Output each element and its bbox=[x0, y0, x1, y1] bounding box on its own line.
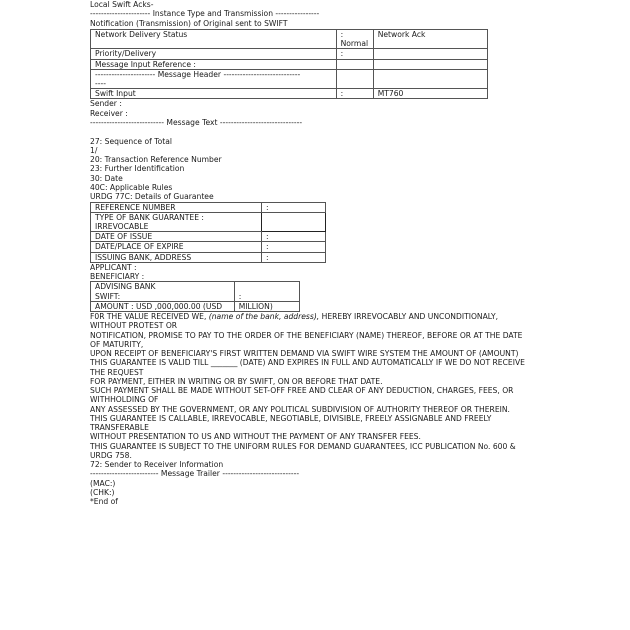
table-row bbox=[91, 212, 326, 231]
network-ack: Network Ack bbox=[373, 29, 487, 48]
advising-bank-table bbox=[90, 281, 300, 312]
mac-field: (MAC:) bbox=[90, 478, 116, 488]
swift-input-value: MT760 bbox=[373, 89, 487, 99]
table-row bbox=[91, 29, 488, 48]
input-reference-colon bbox=[336, 59, 373, 69]
date-issue-label: DATE OF ISSUE bbox=[91, 232, 262, 242]
body-paragraph: THIS GUARANTEE IS SUBJECT TO THE UNIFORM RULES FOR DEMAND GUARANTEES, ICC PUBLICATION No. 600 & URDG 758. bbox=[90, 441, 516, 460]
priority-label: Priority/Delivery bbox=[91, 49, 337, 59]
table-row bbox=[91, 69, 488, 88]
reference-number-label: REFERENCE NUMBER bbox=[91, 202, 262, 212]
table-row bbox=[91, 242, 326, 252]
date-expire-label: DATE/PLACE OF EXPIRE bbox=[91, 242, 262, 252]
message-trailer-line: ------------------------- Message Trailer ---------------------------- bbox=[90, 469, 300, 479]
field-27: 27: Sequence of Total bbox=[90, 136, 172, 146]
field-72: 72: Sender to Receiver Information bbox=[90, 460, 224, 469]
instance-line: ---------------------- Instance Type and Transmission ---------------- bbox=[90, 9, 320, 19]
sender-label: Sender : bbox=[90, 99, 122, 109]
priority-value bbox=[373, 49, 487, 59]
header-title: Local Swift Acks- bbox=[90, 0, 154, 9]
network-status-table bbox=[90, 29, 488, 99]
message-header-line: ---------------------- Message Header ---------------------------- ---- bbox=[91, 69, 337, 88]
message-header-value bbox=[373, 69, 487, 88]
applicant-label: APPLICANT : bbox=[90, 262, 137, 272]
receiver-label: Receiver : bbox=[90, 108, 128, 118]
table-row bbox=[91, 252, 326, 262]
end-marker: *End of bbox=[90, 497, 118, 507]
date-issue-value: : bbox=[262, 232, 326, 242]
body-paragraph: THIS GUARANTEE IS CALLABLE, IRREVOCABLE, NEGOTIABLE, DIVISIBLE, FREELY ASSIGNABLE AND FREELY TRANSFERABLE bbox=[90, 413, 492, 432]
body-paragraph: UPON RECEIPT OF BENEFICIARY'S FIRST WRITTEN DEMAND VIA SWIFT WIRE SYSTEM THE AMOUNT OF (AMOUNT) bbox=[90, 349, 519, 358]
guarantee-details-table bbox=[90, 202, 326, 263]
body-paragraph: FOR PAYMENT, EITHER IN WRITING OR BY SWIFT, ON OR BEFORE THAT DATE. bbox=[90, 376, 383, 386]
advising-bank-label: ADVISING BANK SWIFT: bbox=[91, 282, 235, 301]
table-row bbox=[91, 202, 326, 212]
field-27-value: 1/ bbox=[90, 145, 98, 155]
body-text: HEREBY IRREVOCABLY AND UNCONDITIONALY, WITHOUT PROTEST OR bbox=[90, 312, 499, 331]
field-40c: 40C: Applicable Rules bbox=[90, 182, 173, 192]
swift-document bbox=[90, 0, 540, 506]
issuing-bank-label: ISSUING BANK, ADDRESS bbox=[91, 252, 262, 262]
field-20: 20: Transaction Reference Number bbox=[90, 155, 222, 165]
reference-number-value: : bbox=[262, 202, 326, 212]
swift-input-label: Swift Input bbox=[91, 89, 337, 99]
table-row bbox=[91, 59, 488, 69]
input-reference-value bbox=[373, 59, 487, 69]
chk-field: (CHK:) bbox=[90, 487, 115, 497]
table-row bbox=[91, 282, 300, 301]
swift-input-colon: : bbox=[336, 89, 373, 99]
message-header-colon bbox=[336, 69, 373, 88]
beneficiary-label: BENEFICIARY : bbox=[90, 272, 145, 282]
network-delivery-value: : Normal bbox=[336, 29, 373, 48]
field-23: 23: Further Identification bbox=[90, 164, 185, 174]
input-reference-label: Message Input Reference : bbox=[91, 59, 337, 69]
advising-colon: : bbox=[238, 291, 242, 301]
table-row bbox=[91, 89, 488, 99]
guarantee-type-value bbox=[262, 212, 326, 231]
field-urdg: URDG 77C: Details of Guarantee bbox=[90, 192, 214, 202]
body-paragraph: WITHOUT PRESENTATION TO US AND WITHOUT THE PAYMENT OF ANY TRANSFER FEES. bbox=[90, 432, 421, 442]
date-expire-value: : bbox=[262, 242, 326, 252]
body-text: F0R THE VALUE RECEIVED WE, bbox=[90, 312, 209, 321]
amount-million: MILLION) bbox=[234, 301, 299, 311]
network-delivery-label: Network Delivery Status bbox=[91, 29, 337, 48]
priority-colon: : bbox=[336, 49, 373, 59]
body-paragraph: THIS GUARANTEE IS VALID TILL _______ (DATE) AND EXPIRES IN FULL AND AUTOMATICALLY IF WE DO NOT RECEIVE THE REQUEST bbox=[90, 358, 525, 377]
body-paragraph: NOTIFICATION, PROMISE TO PAY TO THE ORDER OF THE BENEFICIARY (NAME) THEREOF, BEFORE OR AT THE DATE OF MATURITY, bbox=[90, 330, 523, 349]
message-text-line: --------------------------- Message Text ------------------------------ bbox=[90, 117, 303, 127]
notification-line: Notification (Transmission) of Original sent to SWIFT bbox=[90, 18, 288, 28]
body-paragraph: ANY ASSESSED BY THE GOVERNMENT, OR ANY POLITICAL SUBDIVISION OF AUTHORITY THEREOF OR THEREIN. bbox=[90, 404, 510, 414]
body-paragraph bbox=[90, 312, 535, 331]
amount-label: AMOUNT : USD ,000,000.00 (USD bbox=[91, 301, 235, 311]
red-header-fragment bbox=[375, 0, 445, 1]
advising-bank-value bbox=[234, 282, 299, 301]
body-paragraph: SUCH PAYMENT SHALL BE MADE WITHOUT SET-OFF FREE AND CLEAR OF ANY DEDUCTION, CHARGES, FEES, OR WITHHOLDING OF bbox=[90, 386, 514, 405]
table-row bbox=[91, 232, 326, 242]
guarantee-type-label: TYPE OF BANK GUARANTEE : IRREVOCABLE bbox=[91, 212, 262, 231]
issuing-bank-value: : bbox=[262, 252, 326, 262]
field-30: 30: Date bbox=[90, 173, 123, 183]
bank-name-placeholder: (name of the bank, address), bbox=[208, 312, 320, 321]
table-row bbox=[91, 301, 300, 311]
guarantee-body bbox=[90, 312, 535, 469]
table-row bbox=[91, 49, 488, 59]
